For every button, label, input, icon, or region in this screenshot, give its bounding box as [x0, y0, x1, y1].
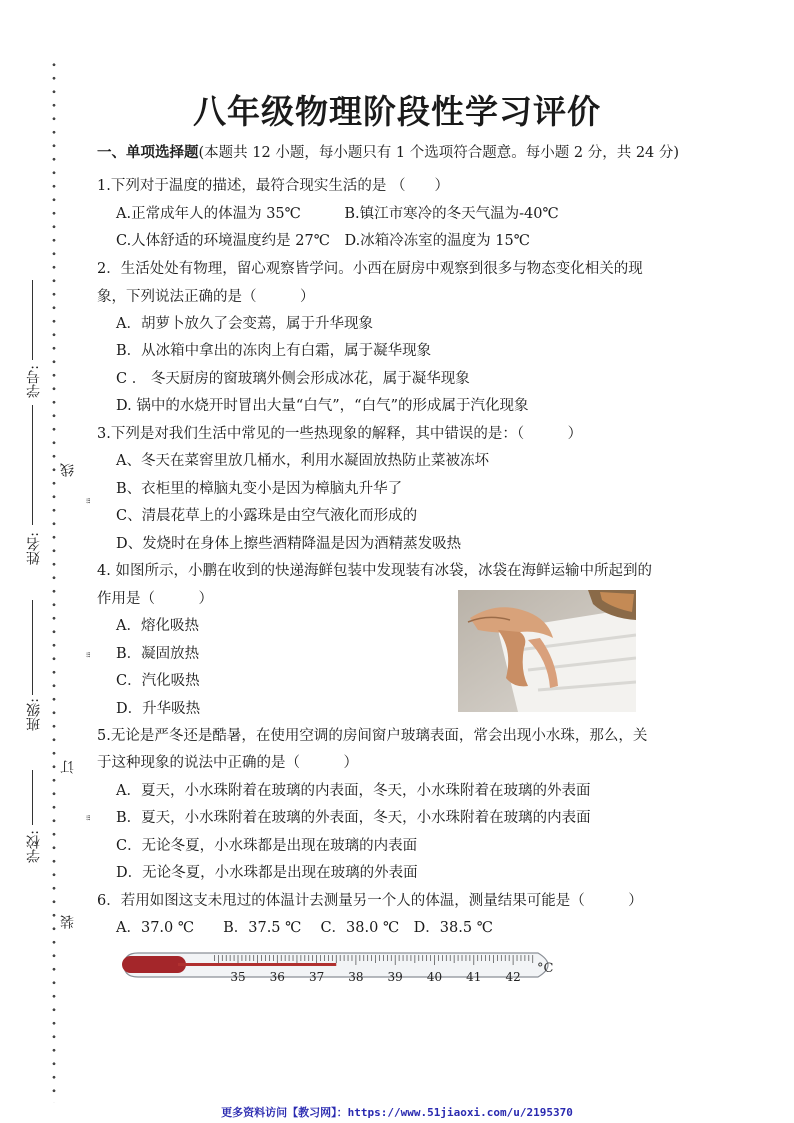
xian-char: 线: [60, 463, 76, 477]
scale-label: 39: [387, 970, 403, 984]
question-5-stem: 5.无论是严冬还是酷暑，在使用空调的房间窗户玻璃表面，常会出现小水珠，那么，关: [97, 728, 648, 744]
section-heading: [97, 143, 679, 163]
question-4-stem: 作用是（ ）: [97, 591, 213, 607]
question-2-option: D. 锅中的水烧开时冒出大量“白气”，“白气”的形成属于汽化现象: [116, 398, 529, 414]
scale-label: 42: [505, 970, 521, 984]
question-3-stem: 3.下列是对我们生活中常见的一些热现象的解释，其中错误的是：（ ）: [97, 426, 583, 442]
binding-margin: [18, 240, 98, 960]
question-2-option: C ． 冬天厨房的窗玻璃外侧会形成冰花，属于凝华现象: [116, 371, 470, 387]
zhuang-char: 装: [60, 915, 76, 929]
question-2-option: A．胡萝卜放久了会变蔫，属于升华现象: [116, 316, 373, 332]
question-4-option: B．凝固放热: [116, 646, 200, 662]
scale-label: 40: [426, 970, 443, 984]
question-4-stem: 4. 如图所示，小鹏在收到的快递海鲜包装中发现装有冰袋，冰袋在海鲜运输中所起到的: [97, 563, 652, 579]
question-4-option: C．汽化吸热: [116, 673, 200, 689]
student-id-blank: [32, 280, 33, 360]
question-4-option: D．升华吸热: [116, 701, 201, 717]
class-blank: [32, 600, 33, 695]
question-3-option: A、冬天在菜窖里放几桶水，利用水凝固放热防止菜被冻坏: [116, 453, 489, 469]
question-5-option: C．无论冬夏，小水珠都是出现在玻璃的内表面: [116, 838, 418, 854]
school-blank: [32, 770, 33, 825]
question-1-option-row: C.人体舒适的环境温度约是 27℃ D.冰箱冷冻室的温度为 15℃: [116, 233, 530, 249]
mercury-column: [178, 963, 336, 966]
question-1-stem: 1.下列对于温度的描述，最符合现实生活的是 （ ）: [97, 178, 449, 194]
scale-label: 41: [466, 970, 482, 984]
binding-mark-1: ᵢᵢᵢ: [83, 498, 93, 504]
ding-char: 订: [60, 760, 76, 774]
question-5-stem: 于这种现象的说法中正确的是（ ）: [97, 755, 358, 771]
binding-mark-3: ᵢᵢᵢ: [83, 815, 93, 821]
question-2-stem: 2．生活处处有物理，留心观察皆学问。小西在厨房中观察到很多与物态变化相关的现: [97, 261, 643, 277]
question-3-option: B、衣柜里的樟脑丸变小是因为樟脑丸升华了: [116, 481, 403, 497]
question-2-stem: 象，下列说法正确的是（ ）: [97, 289, 315, 305]
name-blank: [32, 405, 33, 525]
school-label: 学校:: [26, 830, 42, 863]
page-title: 八年级物理阶段性学习评价: [193, 92, 601, 131]
scale-label: 37: [308, 970, 325, 984]
question-3-option: C、清晨花草上的小露珠是由空气液化而形成的: [116, 508, 418, 524]
question-1-option-row: A.正常成年人的体温为 35℃ B.镇江市寒冷的冬天气温为-40℃: [116, 206, 559, 222]
section-heading-label: 一、单项选择题: [97, 145, 199, 161]
question-2-option: B．从冰箱中拿出的冻肉上有白霜，属于凝华现象: [116, 343, 432, 359]
thermometer-figure: [118, 943, 564, 993]
student-id-label: 学号:: [26, 365, 42, 398]
question-5-option: D．无论冬夏，小水珠都是出现在玻璃的外表面: [116, 865, 418, 881]
question-5-option: B．夏天，小水珠附着在玻璃的外表面，冬天，小水珠附着在玻璃的内表面: [116, 810, 591, 826]
question-6-stem: 6．若用如图这支未甩过的体温计去测量另一个人的体温，测量结果可能是（ ）: [97, 893, 643, 909]
name-label: 姓名:: [26, 532, 42, 565]
scale-label: 35: [230, 970, 246, 984]
footer-link[interactable]: 更多资料访问【教习网】：https://www.51jiaoxi.com/u/2195370: [221, 1106, 573, 1119]
thermometer-bulb: [122, 956, 186, 973]
binding-mark-2: ᵢᵢᵢ: [83, 652, 93, 658]
seafood-ice-bag-photo: [458, 590, 636, 712]
scale-label: 36: [269, 970, 285, 984]
question-5-option: A．夏天，小水珠附着在玻璃的内表面，冬天，小水珠附着在玻璃的外表面: [116, 783, 591, 799]
class-label: 班级:: [26, 698, 42, 731]
scale-label: 38: [348, 970, 364, 984]
question-6-option-row: A．37.0 ℃ B．37.5 ℃ C．38.0 ℃ D．38.5 ℃: [116, 920, 493, 936]
section-note: (本题共 12 小题，每小题只有 1 个选项符合题意。每小题 2 分，共 24 分): [198, 145, 680, 161]
question-3-option: D、发烧时在身体上擦些酒精降温是因为酒精蒸发吸热: [116, 536, 462, 552]
thermometer-unit: °C: [537, 961, 554, 976]
question-4-option: A．熔化吸热: [116, 618, 199, 634]
